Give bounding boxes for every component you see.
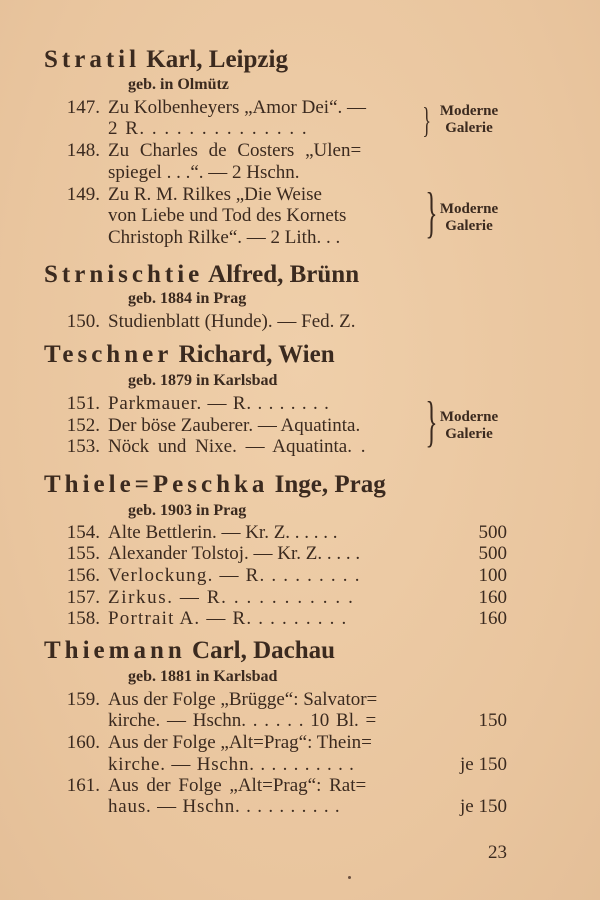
item-text: Portrait A. — R. . . . . . . . .: [108, 608, 348, 629]
item-number: 157.: [66, 587, 100, 608]
catalog-item: [0, 775, 600, 797]
item-text: Zirkus. — R. . . . . . . . . . .: [108, 587, 355, 608]
artist-surname: Stratil: [44, 46, 141, 73]
catalog-item: [0, 311, 600, 333]
item-text: Aus der Folge „Alt=Prag“: Rat=: [108, 775, 367, 796]
item-number: 152.: [66, 415, 100, 436]
item-number: 149.: [66, 184, 100, 205]
item-text: Nöck und Nixe. — Aquatinta. .: [108, 436, 366, 457]
artist-surname: Thiemann: [44, 637, 186, 664]
artist-heading: [44, 261, 359, 289]
artist-heading: [44, 46, 288, 74]
birth-info: geb. 1884 in Prag: [128, 290, 247, 307]
catalog-item: [0, 565, 600, 587]
catalog-item: [0, 140, 600, 162]
item-number: 155.: [66, 543, 100, 564]
item-text: 2 R. . . . . . . . . . . . . .: [108, 118, 309, 139]
catalog-item: [0, 732, 600, 754]
artist-surname: Thiele=Peschka: [44, 471, 269, 498]
catalog-item: [0, 543, 600, 565]
item-price: 100: [478, 565, 507, 586]
birth-info: geb. in Olmütz: [128, 76, 229, 93]
artist-surname: Strnischtie: [44, 261, 204, 288]
catalog-item-cont: [0, 118, 600, 140]
item-number: 154.: [66, 522, 100, 543]
brace: }: [425, 391, 438, 453]
location-note: Moderne Galerie: [439, 103, 499, 136]
location-note: Moderne Galerie: [439, 201, 499, 234]
item-number: 161.: [66, 775, 100, 796]
item-text: spiegel . . .“. — 2 Hschn.: [108, 162, 300, 183]
item-price: 500: [478, 543, 507, 564]
birth-info: geb. 1879 in Karlsbad: [128, 372, 278, 389]
item-text: von Liebe und Tod des Kornets: [108, 205, 347, 226]
catalog-item: [0, 608, 600, 630]
item-number: 158.: [66, 608, 100, 629]
item-number: 147.: [66, 97, 100, 118]
item-text: Aus der Folge „Alt=Prag“: Thein=: [108, 732, 372, 753]
artist-name-city: Alfred, Brünn: [208, 261, 360, 288]
birth-info: geb. 1881 in Karlsbad: [128, 668, 278, 685]
item-price: 160: [478, 587, 507, 608]
item-text: Der böse Zauberer. — Aquatinta.: [108, 415, 361, 436]
catalog-item-cont: [0, 754, 600, 776]
catalog-item-cont: [0, 710, 600, 732]
item-number: 151.: [66, 393, 100, 414]
catalog-item: [0, 393, 600, 415]
catalog-item: [0, 689, 600, 711]
item-number: 150.: [66, 311, 100, 332]
brace: }: [425, 182, 438, 244]
catalog-item: [0, 522, 600, 544]
artist-name-city: Richard, Wien: [178, 341, 335, 368]
item-number: 153.: [66, 436, 100, 457]
catalog-item: [0, 97, 600, 119]
catalog-item-cont: [0, 205, 600, 227]
item-text: Verlockung. — R. . . . . . . . .: [108, 565, 361, 586]
item-text: Zu Kolbenheyers „Amor Dei“. —: [108, 97, 367, 118]
item-price: 150: [478, 710, 507, 731]
item-price: 160: [478, 608, 507, 629]
birth-info: geb. 1903 in Prag: [128, 502, 247, 519]
artist-name-city: Carl, Dachau: [192, 637, 336, 664]
artist-heading: [44, 637, 335, 665]
catalog-item-cont: [0, 796, 600, 818]
item-text: Aus der Folge „Brügge“: Salvator=: [108, 689, 378, 710]
item-text: kirche. — Hschn. . . . . . 10 Bl. =: [108, 710, 377, 731]
item-text: Zu Charles de Costers „Ulen=: [108, 140, 362, 161]
artist-heading: [44, 341, 335, 369]
catalog-item: [0, 184, 600, 206]
item-text: Christoph Rilke“. — 2 Lith. . .: [108, 227, 341, 248]
print-speck: [348, 876, 351, 879]
item-text: Parkmauer. — R. . . . . . . .: [108, 393, 330, 414]
artist-name-city: Karl, Leipzig: [146, 46, 288, 73]
brace: }: [422, 100, 431, 140]
item-price: je 150: [460, 796, 507, 817]
item-price: je 150: [460, 754, 507, 775]
item-number: 159.: [66, 689, 100, 710]
item-number: 160.: [66, 732, 100, 753]
location-note: Moderne Galerie: [439, 409, 499, 442]
page-number: 23: [488, 842, 507, 863]
item-text: kirche. — Hschn. . . . . . . . . .: [108, 754, 355, 775]
catalog-item: [0, 436, 600, 458]
item-text: Zu R. M. Rilkes „Die Weise: [108, 184, 322, 205]
catalog-item: [0, 415, 600, 437]
item-number: 148.: [66, 140, 100, 161]
artist-heading: [44, 471, 386, 499]
item-number: 156.: [66, 565, 100, 586]
item-text: Alte Bettlerin. — Kr. Z. . . . . .: [108, 522, 338, 543]
item-text: Studienblatt (Hunde). — Fed. Z.: [108, 311, 356, 332]
item-text: Alexander Tolstoj. — Kr. Z. . . . .: [108, 543, 361, 564]
catalog-item-cont: [0, 162, 600, 184]
catalog-item-cont: [0, 227, 600, 249]
item-text: haus. — Hschn. . . . . . . . . .: [108, 796, 341, 817]
catalog-item: [0, 587, 600, 609]
artist-surname: Teschner: [44, 341, 173, 368]
item-price: 500: [478, 522, 507, 543]
artist-name-city: Inge, Prag: [274, 471, 386, 498]
